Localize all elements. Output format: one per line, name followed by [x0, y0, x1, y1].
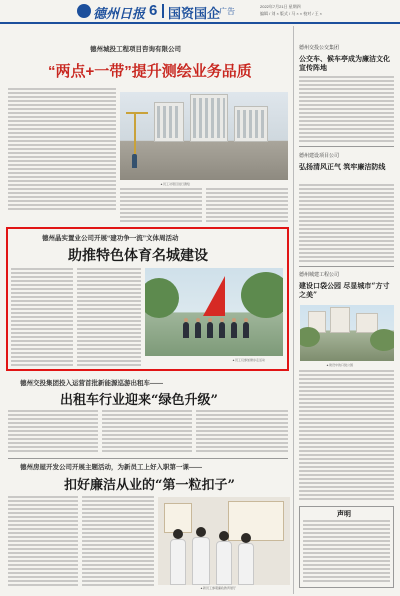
article2-photo-caption: ▲员工们参加健步走活动	[232, 358, 265, 362]
sidebar-item2-kicker: 德州建设项目公司	[299, 153, 340, 159]
article3-body-col2	[102, 410, 192, 454]
sidebar-item1-kicker: 德州交投公交集团	[299, 45, 340, 51]
sidebar-item1-headline: 公交车、候车亭成为廉洁文化宣传阵地	[299, 54, 390, 72]
article3-headline: 出租车行业迎来“绿色升级”	[60, 393, 218, 408]
article2-body-col1	[11, 268, 73, 366]
issue-date: 2022年7月21日 星期四	[260, 4, 301, 9]
article2-photo	[145, 268, 283, 356]
sidebar-divider-2	[299, 266, 394, 267]
sidebar-item3-headline: 建设口袋公园 尽显城市“方寸之美”	[299, 281, 390, 299]
section-divider	[8, 458, 288, 459]
masthead	[0, 0, 400, 24]
notice-body	[303, 520, 390, 584]
article1-body-col3	[206, 188, 288, 224]
article3-body-col3	[196, 410, 288, 454]
article3-body-col1	[8, 410, 98, 454]
article3-kicker: 德州交投集团投入运营首批新能源巡游出租车——	[20, 380, 163, 387]
sidebar-item2-body	[299, 184, 394, 262]
sidebar-item3-body	[299, 370, 394, 500]
newspaper-logo-icon	[77, 4, 91, 18]
article1-body-col2	[120, 188, 202, 224]
newspaper-logo: 德州日报	[93, 7, 146, 22]
article2-kicker: 德州晶实置业公司开展“建功争一流”文体周活动	[42, 235, 179, 242]
section-name: 国资国企	[168, 6, 221, 21]
page-number: 6	[149, 2, 158, 19]
sidebar-item3-kicker: 德州城建工程公司	[299, 272, 340, 278]
article4-headline: 扣好廉洁从业的“第一粒扣子”	[64, 478, 235, 493]
article4-body-col1	[8, 496, 78, 588]
article4-kicker: 德州房屋开发公司开展主题活动，为新员工上好入职第一课——	[20, 464, 202, 471]
article1-photo	[120, 92, 288, 180]
article4-photo-caption: ▲新员工参观廉政教育展厅	[200, 586, 236, 590]
sidebar-item1-body	[299, 76, 394, 142]
article2-body-col2	[77, 268, 141, 366]
article1-headline: “两点+一带”提升测绘业务品质	[48, 63, 252, 80]
column-rule	[293, 26, 294, 594]
sidebar-divider-1	[299, 146, 394, 147]
article4-photo	[158, 497, 290, 585]
sidebar-item2-headline: 弘扬清风正气 筑牢廉洁防线	[299, 162, 386, 171]
article1-photo-caption: ▲员工对项目进行测绘	[160, 182, 190, 186]
sidebar-item3-photo	[300, 305, 394, 361]
advertisement-tag: 广告	[219, 7, 235, 16]
article1-kicker: 德州城投工程项目咨询有限公司	[90, 46, 181, 53]
page-separator	[162, 4, 164, 18]
sidebar-item3-photo-caption: ▲建设中的口袋公园	[326, 363, 353, 367]
article4-body-col2	[82, 496, 154, 588]
article1-body-col1	[8, 88, 116, 210]
notice-title: 声明	[337, 511, 351, 518]
editor-credits: 编辑 / 刘 × 版式 / 马 × × 校对 / 王 ×	[260, 11, 323, 16]
article2-headline: 助推特色体育名城建设	[68, 248, 208, 264]
